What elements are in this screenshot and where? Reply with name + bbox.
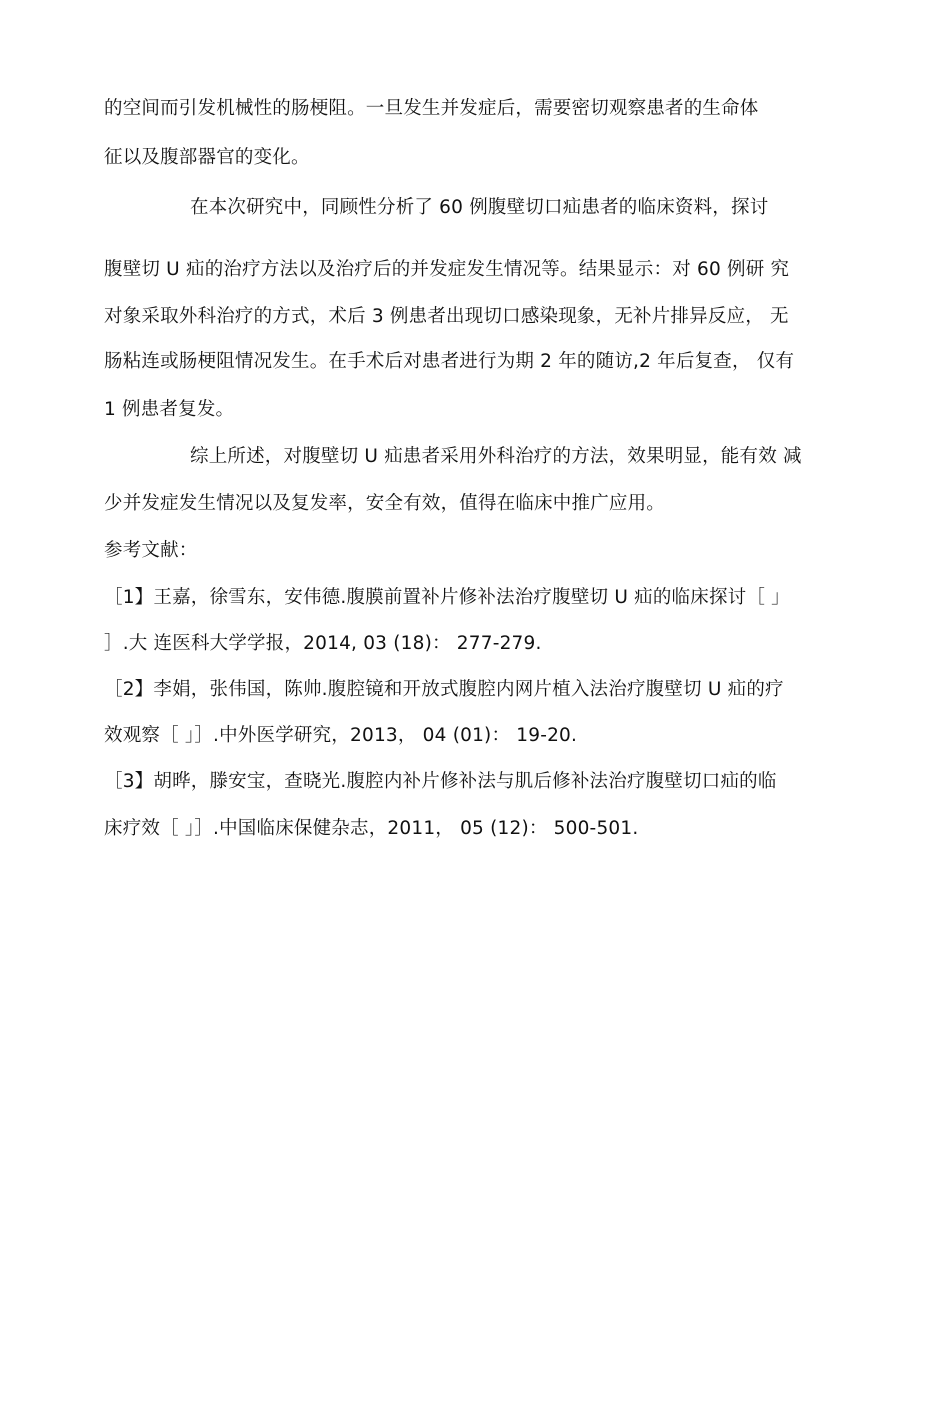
body-text-line: 1 例患者复发。 — [104, 399, 235, 420]
reference-line: ［2】李娟，张伟国，陈帅.腹腔镜和开放式腹腔内网片植入法治疗腹壁切 U 疝的疗 — [104, 679, 784, 700]
paragraph-start-line: 综上所述，对腹壁切 U 疝患者采用外科治疗的方法，效果明显，能有效 减 — [190, 446, 802, 467]
reference-line: ］.大 连医科大学学报，2014, 03 (18)： 277-279. — [104, 633, 542, 654]
body-text-line: 对象采取外科治疗的方式，术后 3 例患者出现切口感染现象，无补片排异反应， 无 — [104, 306, 789, 327]
reference-line: ［3】胡晔，滕安宝，查晓光.腹腔内补片修补法与肌后修补法治疗腹壁切口疝的临 — [104, 771, 777, 792]
reference-line: 床疗效［ 」］.中国临床保健杂志，2011， 05 (12)： 500-501. — [104, 818, 639, 839]
reference-line: ［1】王嘉，徐雪东，安伟德.腹膜前置补片修补法治疗腹壁切 U 疝的临床探讨［ 」 — [104, 587, 790, 608]
body-text-line: 肠粘连或肠梗阻情况发生。在手术后对患者进行为期 2 年的随访,2 年后复查， 仅有 — [104, 351, 795, 372]
reference-line: 效观察［ 」］.中外医学研究，2013， 04 (01)： 19-20. — [104, 725, 578, 746]
body-text-line: 腹壁切 U 疝的治疗方法以及治疗后的并发症发生情况等。结果显示：对 60 例研 究 — [104, 259, 790, 280]
body-text-line: 少并发症发生情况以及复发率，安全有效，值得在临床中推广应用。 — [104, 493, 666, 514]
paragraph-start-line: 在本次研究中，同顾性分析了 60 例腹壁切口疝患者的临床资料，探讨 — [190, 197, 769, 218]
references-heading: 参考文献： — [104, 540, 198, 561]
body-text-line: 征以及腹部器官的变化。 — [104, 147, 310, 168]
body-text-line: 的空间而引发机械性的肠梗阻。一旦发生并发症后，需要密切观察患者的生命体 — [104, 98, 759, 119]
